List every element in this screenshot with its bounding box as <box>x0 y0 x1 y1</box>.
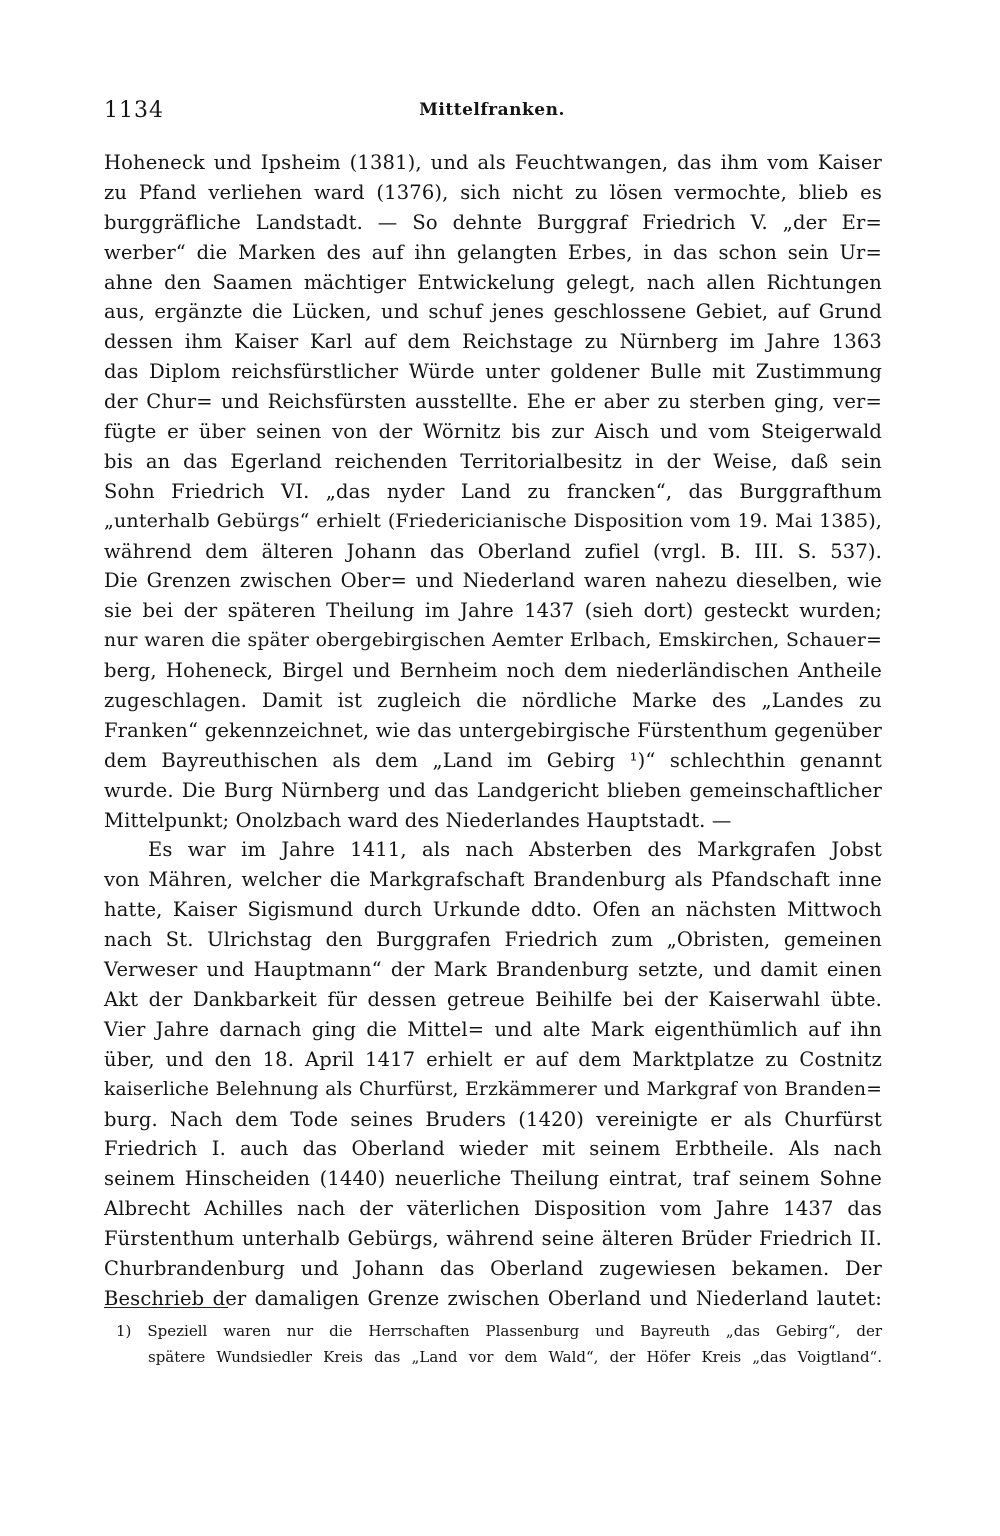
text-line: das Diplom reichsfürstlicher Würde unter goldener Bulle mit Zustimmung <box>104 360 882 384</box>
text-line: nur waren die später obergebirgischen Aemter Erlbach, Emskirchen, Schauer= <box>104 630 882 652</box>
running-head: Mittelfranken. <box>419 100 565 120</box>
text-line: nach St. Ulrichstag den Burggrafen Friedrich zum „Obristen, gemeinen <box>104 928 882 952</box>
text-line: Beschrieb der damaligen Grenze zwischen Oberland und Niederland lautet: <box>104 1286 882 1310</box>
text-line: Hoheneck und Ipsheim (1381), und als Feuchtwangen, das ihm vom Kaiser <box>104 151 882 174</box>
page-number: 1134 <box>104 98 164 123</box>
text-line: Verweser und Hauptmann“ der Mark Brandenburg setzte, und damit einen <box>104 958 882 982</box>
text-line: Akt der Dankbarkeit für dessen getreue Beihilfe bei der Kaiserwahl übte. <box>104 987 882 1011</box>
text-line: burg. Nach dem Tode seines Bruders (1420) vereinigte er als Churfürst <box>104 1107 882 1131</box>
text-line: der Chur= und Reichsfürsten ausstellte. Ehe er aber zu sterben ging, ver= <box>104 390 882 414</box>
text-line: kaiserliche Belehnung als Churfürst, Erzkämmerer und Markgraf von Branden= <box>104 1078 882 1100</box>
text-line: Fürstenthum unterhalb Gebürgs, während seine älteren Brüder Friedrich II. <box>104 1227 882 1251</box>
text-line: seinem Hinscheiden (1440) neuerliche Theilung eintrat, traf seinem Sohne <box>104 1167 882 1191</box>
text-line: ahne den Saamen mächtiger Entwickelung gelegt, nach allen Richtungen <box>104 270 882 294</box>
text-line: Albrecht Achilles nach der väterlichen Disposition vom Jahre 1437 das <box>104 1197 882 1221</box>
text-line: Franken“ gekennzeichnet, wie das untergebirgische Fürstenthum gegenüber <box>104 718 882 742</box>
text-line: dem Bayreuthischen als dem „Land im Gebirg ¹)“ schlechthin genannt <box>104 748 882 772</box>
text-line: „unterhalb Gebürgs“ erhielt (Friedericianische Disposition vom 19. Mai 1385), <box>104 509 882 532</box>
text-line: hatte, Kaiser Sigismund durch Urkunde ddto. Ofen an nächsten Mittwoch <box>104 898 882 922</box>
text-line: von Mähren, welcher die Markgrafschaft Brandenburg als Pfandschaft inne <box>104 868 882 892</box>
text-line: über, und den 18. April 1417 erhielt er auf dem Marktplatze zu Costnitz <box>104 1047 882 1071</box>
footnotes <box>116 1318 882 1370</box>
text-line: zu Pfand verliehen ward (1376), sich nicht zu lösen vermochte, blieb es <box>104 180 882 204</box>
page-header <box>104 98 880 134</box>
footnote-line: spätere Wundsiedler Kreis das „Land vor dem Wald“, der Höfer Kreis „das Voigtland“. <box>148 1348 882 1366</box>
text-line: sie bei der späteren Theilung im Jahre 1437 (sieh dort) gesteckt wurden; <box>104 599 882 623</box>
text-line: burggräfliche Landstadt. — So dehnte Burggraf Friedrich V. „der Er= <box>104 210 882 234</box>
text-line: werber“ die Marken des auf ihn gelangten Erbes, in das schon sein Ur= <box>104 240 882 264</box>
text-line: berg, Hoheneck, Birgel und Bernheim noch dem niederländischen Antheile <box>104 659 882 683</box>
text-line: zugeschlagen. Damit ist zugleich die nördliche Marke des „Landes zu <box>104 689 882 713</box>
text-line: Churbrandenburg und Johann das Oberland zugewiesen bekamen. Der <box>104 1256 882 1280</box>
text-line: Friedrich I. auch das Oberland wieder mit seinem Erbtheile. Als nach <box>104 1137 882 1161</box>
text-line: fügte er über seinen von der Wörnitz bis zur Aisch und vom Steigerwald <box>104 420 882 444</box>
footnote-divider <box>104 1307 228 1308</box>
text-line: während dem älteren Johann das Oberland zufiel (vrgl. B. III. S. 537). <box>104 539 882 563</box>
body-text <box>104 148 882 1314</box>
text-line: bis an das Egerland reichenden Territorialbesitz in der Weise, daß sein <box>104 449 882 473</box>
text-line: Vier Jahre darnach ging die Mittel= und alte Mark eigenthümlich auf ihn <box>104 1017 882 1041</box>
text-line: dessen ihm Kaiser Karl auf dem Reichstage zu Nürnberg im Jahre 1363 <box>104 330 882 354</box>
paragraph-end-line: Mittelpunkt; Onolzbach ward des Niederlandes Hauptstadt. — <box>104 808 732 832</box>
paragraph-start-line: Es war im Jahre 1411, als nach Absterben des Markgrafen Jobst <box>148 838 882 862</box>
text-line: wurde. Die Burg Nürnberg und das Landgericht blieben gemeinschaftlicher <box>104 778 882 802</box>
text-line: Sohn Friedrich VI. „das nyder Land zu francken“, das Burggrafthum <box>104 479 882 503</box>
footnote-line: 1) Speziell waren nur die Herrschaften Plassenburg und Bayreuth „das Gebirg“, der <box>116 1322 882 1340</box>
text-line: Die Grenzen zwischen Ober= und Niederland waren nahezu dieselben, wie <box>104 569 882 593</box>
text-line: aus, ergänzte die Lücken, und schuf jenes geschlossene Gebiet, auf Grund <box>104 300 882 324</box>
